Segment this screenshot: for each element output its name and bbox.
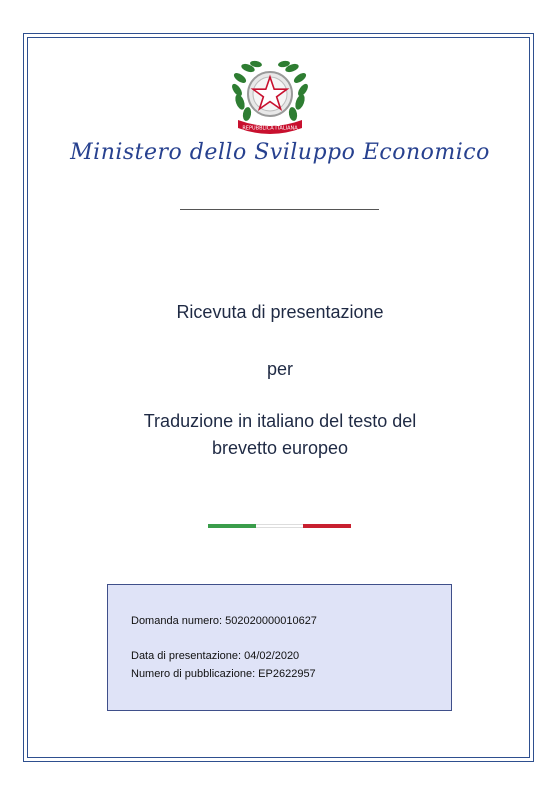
document-type-title	[0, 408, 560, 462]
flag-green	[208, 524, 256, 528]
title-connector: per	[266, 359, 293, 379]
italian-republic-emblem-icon	[228, 58, 312, 136]
application-info-box	[107, 584, 452, 711]
italian-flag-bar	[208, 524, 351, 528]
publication-number: Numero di pubblicazione: EP2622957	[131, 668, 316, 680]
flag-white	[256, 524, 304, 528]
ministry-name: Ministero dello Sviluppo Economico	[70, 140, 490, 165]
receipt-title: Ricevuta di presentazione	[176, 302, 384, 322]
divider-line	[180, 209, 379, 210]
filing-date: Data di presentazione: 04/02/2020	[131, 650, 300, 662]
document-type-line-2: brevetto europeo	[211, 438, 349, 458]
svg-text:REPUBBLICA ITALIANA: REPUBBLICA ITALIANA	[242, 125, 298, 132]
application-number: Domanda numero: 502020000010627	[131, 615, 317, 627]
document-type-line-1: Traduzione in italiano del testo del	[143, 411, 417, 431]
flag-red	[303, 524, 351, 528]
